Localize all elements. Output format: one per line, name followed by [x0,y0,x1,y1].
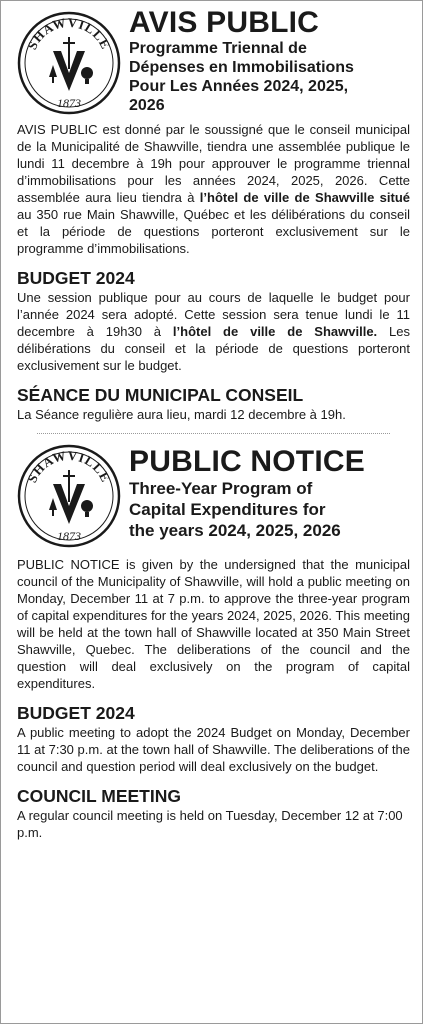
shawville-seal-icon [13,7,123,117]
french-subtitle-line-4: 2026 [129,97,165,114]
english-titles [129,440,410,541]
seal-top-text: SHAWVILLE [24,14,114,52]
english-subtitle-line-2: Capital Expenditures for [129,500,326,519]
french-title: AVIS PUBLIC [129,6,319,39]
french-subtitle-line-1: Programme Triennal de [129,40,307,57]
english-subtitle-line-3: the years 2024, 2025, 2026 [129,521,341,540]
french-seance-text: La Séance regulière aura lieu, mardi 12 decembre à 19h. [17,407,346,422]
french-titles [129,7,410,115]
french-budget-text [17,289,410,374]
seal-graphic [13,440,123,550]
seal-year: 1873 [57,529,81,543]
french-paragraph-part-2: au 350 rue Main Shawville, Québec et les délibérations du conseil et la période de questions porteront exclusivement sur le programme d’immobilisations. [17,207,410,256]
seal-year: 1873 [57,96,81,110]
english-budget-heading: BUDGET 2024 [17,703,135,723]
french-budget-part-1: Une session publique pour au cours de laquelle le budget pour l’année 2024 sera adopté. Cette session sera tenue lundi le 11 decembre à 19h30 à [17,290,410,339]
french-notice [17,7,410,423]
french-town-hall: l’hôtel de ville de Shawville situé [199,190,410,205]
shawville-seal-icon [13,440,123,550]
english-title: PUBLIC NOTICE [129,445,365,478]
seal-top-text: SHAWVILLE [24,447,114,485]
french-budget-part-2: Les délibérations du conseil et la période de questions porteront exclusivement sur le budget. [17,324,410,373]
french-seance-heading: SÉANCE DU MUNICIPAL CONSEIL [17,385,304,405]
english-council-heading: COUNCIL MEETING [17,786,181,806]
english-header [17,440,410,550]
english-subtitle [129,478,410,541]
french-subtitle [129,39,410,115]
english-subtitle-line-1: Three-Year Program of [129,479,313,498]
french-header [17,7,410,117]
french-subtitle-line-2: Dépenses en Immobilisations [129,59,354,76]
french-paragraph-part-1: AVIS PUBLIC est donné par le soussigné que le conseil municipal de la Municipalité de Shawville, tiendra une assemblée publique le lundi 11 decembre à 19h pour approuver le programme triennal d’immobilisations pour les années 2024, 2025, 2026. Cette assemblée aura lieu tiendra à [17,122,410,205]
french-budget-heading: BUDGET 2024 [17,268,135,288]
english-council-text: A regular council meeting is held on Tuesday, December 12 at 7:00 p.m. [17,808,403,840]
french-paragraph [17,121,410,257]
french-subtitle-line-3: Pour Les Années 2024, 2025, [129,78,349,95]
seal-graphic [13,7,123,117]
english-budget-text: A public meeting to adopt the 2024 Budget on Monday, December 11 at 7:30 p.m. at the town hall of Shawville. The deliberations of the council and question period will deal exclusively on the budget. [17,725,410,774]
french-budget-town-hall: l’hôtel de ville de Shawville. [172,324,378,339]
english-notice [17,440,410,841]
section-divider [37,433,390,434]
english-paragraph: PUBLIC NOTICE is given by the undersigned that the municipal council of the Municipality of Shawville, will hold a public meeting on Monday, December 11 at 7 p.m. to approve the three-year program of capital expenditures for the years 2024, 2025, 2026. This meeting will be held at the town hall of Shawville located at 350 Main Street Shawville, Quebec. The deliberations of the council and the question will deal exclusively on the program of capital expenditures. [17,557,410,691]
